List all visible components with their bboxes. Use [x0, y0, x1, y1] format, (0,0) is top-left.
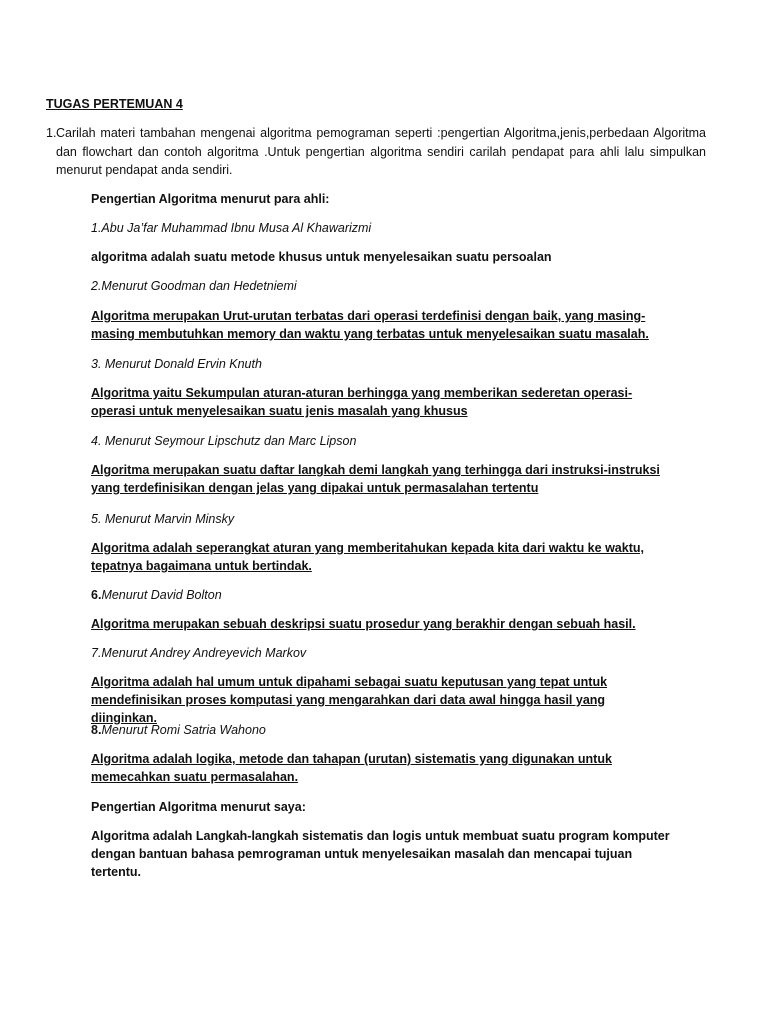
expert-definition-3: Algoritma yaitu Sekumpulan aturan-aturan berhingga yang memberikan sederetan operasi-operasi untuk menyelesaikan suatu jenis masalah yang khusus: [91, 386, 633, 418]
expert-name-5: 5. Menurut Marvin Minsky: [91, 512, 235, 526]
expert-name-6-text: Menurut David Bolton: [101, 588, 222, 602]
expert-definition-4: Algoritma merupakan suatu daftar langkah demi langkah yang terhingga dari instruksi-instruksi yang terdefinisikan dengan jelas yang dipakai untuk permasalahan tertentu: [91, 463, 660, 495]
own-title: Pengertian Algoritma menurut saya:: [91, 800, 306, 814]
document-heading: TUGAS PERTEMUAN 4: [46, 97, 183, 111]
expert-name-8-text: Menurut Romi Satria Wahono: [101, 723, 266, 737]
expert-number-8: 8.: [91, 723, 102, 737]
expert-name-2: 2.Menurut Goodman dan Hedetniemi: [91, 279, 297, 293]
expert-name-6: [91, 586, 691, 604]
expert-definition-6: Algoritma merupakan sebuah deskripsi suatu prosedur yang berakhir dengan sebuah hasil.: [91, 617, 636, 631]
expert-name-8: [91, 721, 691, 739]
experts-title: Pengertian Algoritma menurut para ahli:: [91, 192, 330, 206]
expert-name-4: 4. Menurut Seymour Lipschutz dan Marc Lipson: [91, 434, 357, 448]
expert-definition-5: [91, 539, 681, 575]
expert-definition-2: Algoritma merupakan Urut-urutan terbatas dari operasi terdefinisi dengan baik, yang masing-masing membutuhkan memory dan waktu yang terbatas untuk menyelesaikan suatu masalah.: [91, 309, 649, 341]
expert-name-7: 7.Menurut Andrey Andreyevich Markov: [91, 646, 307, 660]
expert-name-3: 3. Menurut Donald Ervin Knuth: [91, 357, 262, 371]
task-number: 1.: [46, 126, 57, 140]
own-definition: Algoritma adalah Langkah-langkah sistematis dan logis untuk membuat suatu program komputer dengan bantuan bahasa pemrograman untuk menyelesaikan masalah dan mencapai tujuan tertentu.: [91, 829, 670, 879]
expert-definition-8: Algoritma adalah logika, metode dan tahapan (urutan) sistematis yang digunakan untuk memecahkan suatu permasalahan.: [91, 752, 612, 784]
task-text: Carilah materi tambahan mengenai algoritma pemograman seperti :pengertian Algoritma,jenis,perbedaan Algoritma dan flowchart dan contoh algoritma .Untuk pengertian algoritma sendiri carilah pendapat para ahli lalu simpulkan menurut pendapat anda sendiri.: [56, 126, 706, 177]
task-paragraph: [46, 124, 706, 180]
expert-name-1: 1.Abu Ja’far Muhammad Ibnu Musa Al Khawarizmi: [91, 221, 372, 235]
expert-definition-5-text: Algoritma adalah seperangkat aturan yang memberitahukan kepada kita dari waktu ke waktu, tepatnya bagaimana untuk bertindak.: [91, 541, 644, 573]
expert-definition-7: Algoritma adalah hal umum untuk dipahami sebagai suatu keputusan yang tepat untuk mendefinisikan proses komputasi yang mengarahkan dari data awal hingga hasil yang diinginkan.: [91, 675, 608, 725]
expert-definition-1: algoritma adalah suatu metode khusus untuk menyelesaikan suatu persoalan: [91, 250, 552, 264]
expert-number-6: 6.: [91, 588, 102, 602]
